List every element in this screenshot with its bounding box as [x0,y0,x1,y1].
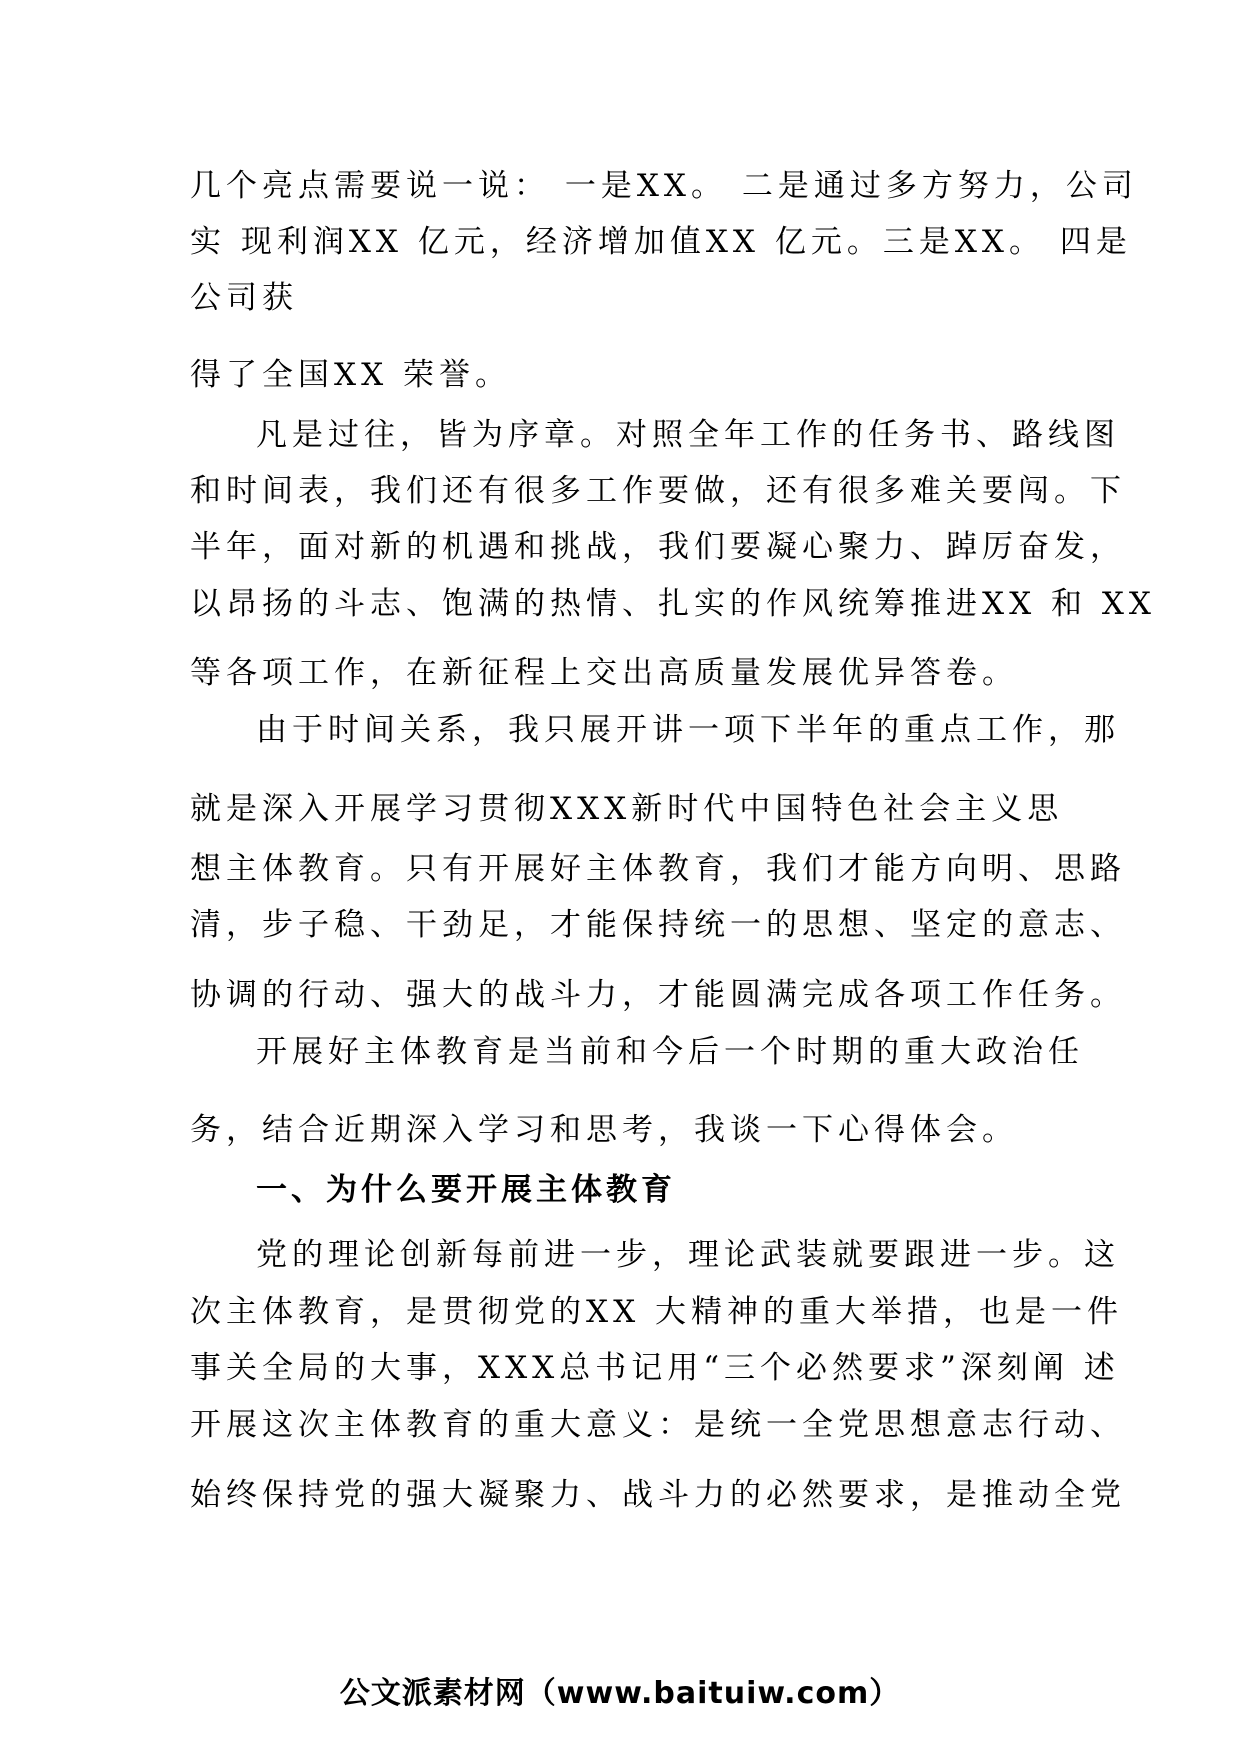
body-text-line: 等各项工作，在新征程上交出高质量发展优异答卷。 [190,655,1018,691]
body-text-line: 得了全国XX 荣誉。 [190,357,511,393]
footer-source-text: 公文派素材网（www.baituiw.com） [339,1676,901,1711]
section-heading: 一、为什么要开展主体教育 [256,1172,676,1208]
body-text-line: 协调的行动、强大的战斗力，才能圆满完成各项工作任务。 [190,977,1126,1013]
body-text-line: 半年，面对新的机遇和挑战，我们要凝心聚力、踔厉奋发， [190,529,1126,565]
paragraph-first-line: 党的理论创新每前进一步，理论武装就要跟进一步。这 [256,1237,1120,1273]
paragraph-first-line: 开展好主体教育是当前和今后一个时期的重大政治任 [256,1034,1084,1070]
body-text-line: 事关全局的大事，XXX总书记用“三个必然要求”深刻阐 述 [190,1350,1120,1386]
body-text-line: 几个亮点需要说一说： 一是XX。 二是通过多方努力，公司 [190,168,1138,204]
paragraph-first-line: 凡是过往，皆为序章。对照全年工作的任务书、路线图 [256,417,1120,453]
body-text-line: 始终保持党的强大凝聚力、战斗力的必然要求，是推动全党 [190,1477,1126,1513]
body-text-line: 清，步子稳、干劲足，才能保持统一的思想、坚定的意志、 [190,907,1126,943]
paragraph-first-line: 由于时间关系，我只展开讲一项下半年的重点工作，那 [256,712,1120,748]
body-text-line: 开展这次主体教育的重大意义：是统一全党思想意志行动、 [190,1407,1126,1443]
body-text-line: 实 现利润XX 亿元，经济增加值XX 亿元。三是XX。 四是 [190,224,1132,260]
body-text-line: 以昂扬的斗志、饱满的热情、扎实的作风统筹推进XX 和 XX [190,586,1156,622]
body-text-line: 公司获 [190,280,298,316]
body-text-line: 就是深入开展学习贯彻XXX新时代中国特色社会主义思 [190,791,1064,827]
body-text-line: 想主体教育。只有开展好主体教育，我们才能方向明、思路 [190,851,1126,887]
body-text-line: 和时间表，我们还有很多工作要做，还有很多难关要闯。下 [190,473,1126,509]
body-text-line: 务，结合近期深入学习和思考，我谈一下心得体会。 [190,1112,1018,1148]
body-text-line: 次主体教育，是贯彻党的XX 大精神的重大举措，也是一件 [190,1294,1123,1330]
